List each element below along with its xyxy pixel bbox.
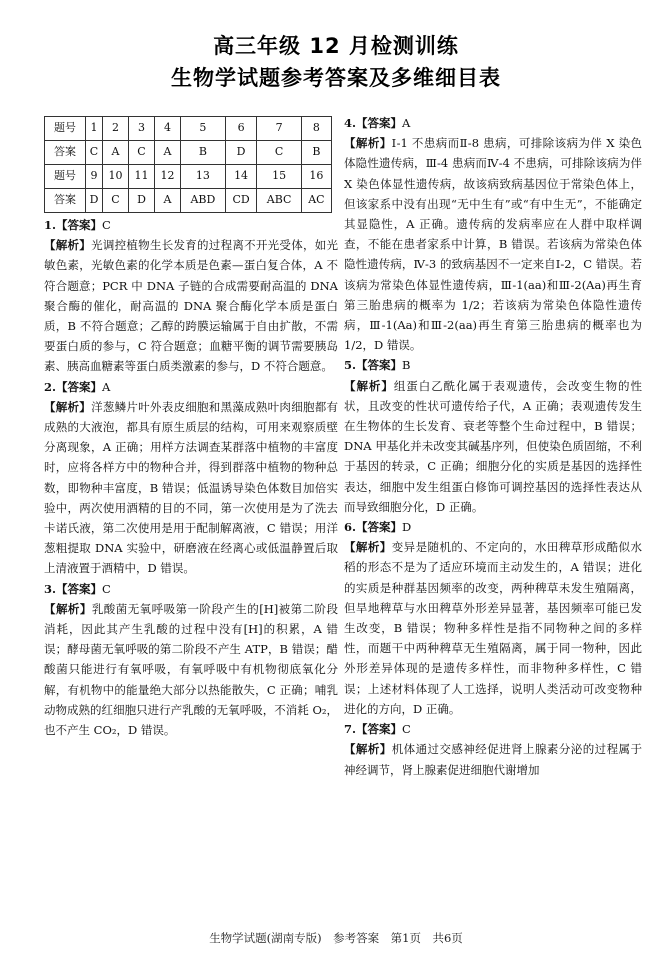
answer-line [44, 377, 338, 397]
question-number: 3. [44, 581, 57, 596]
answer-label: 【答案】 [356, 116, 403, 130]
answer-value: A [102, 379, 111, 394]
table-cell: 11 [129, 165, 155, 189]
table-cell: 16 [301, 165, 331, 189]
table-cell: 10 [103, 165, 129, 189]
table-cell: C [86, 141, 103, 165]
analysis-text: 光调控植物生长发育的过程离不开光受体，如光敏色素，光敏色素的化学本质是色素—蛋白复合体，A 不符合题意；PCR 中 DNA 子链的合成需要耐高温的 DNA 聚合酶的催化，耐高温的 DNA 聚合酶化学本质是蛋白质，B 不符合题意；乙醇的跨膜运输属于自由扩散，不需要蛋白质的参与，C 符合题意；血糖平衡的调节需要胰岛素、胰高血糖素等蛋白质类激素的参与，D 不符合题意。 [44, 238, 339, 374]
table-cell: 答案 [45, 141, 86, 165]
answer-label: 【答案】 [56, 581, 103, 596]
answer-label: 【答案】 [356, 520, 403, 535]
table-row [45, 117, 332, 141]
question-number: 5. [344, 358, 357, 373]
answer-line [344, 719, 642, 739]
table-cell: C [257, 141, 301, 165]
table-cell: ABD [180, 189, 225, 213]
answer-value: A [402, 116, 411, 130]
right-column [344, 113, 642, 780]
analysis-label: 【解析】 [44, 399, 92, 414]
table-cell: B [180, 141, 225, 165]
question-7 [344, 719, 642, 780]
analysis-paragraph [344, 133, 642, 355]
table-cell: B [301, 141, 331, 165]
analysis-paragraph [344, 376, 642, 517]
page-title: 高三年级 12 月检测训练 [213, 34, 459, 58]
answer-line [44, 215, 338, 235]
table-cell: 4 [154, 117, 180, 141]
table-row [45, 141, 332, 165]
answer-line [344, 517, 642, 537]
table-cell: A [103, 141, 129, 165]
table-cell: A [154, 189, 180, 213]
table-cell: D [225, 141, 257, 165]
table-cell: 14 [225, 165, 257, 189]
table-cell: D [129, 189, 155, 213]
answer-label: 【答案】 [356, 358, 403, 373]
left-column [44, 116, 338, 740]
question-number: 2. [44, 379, 57, 394]
question-5 [344, 355, 642, 517]
table-cell: 13 [180, 165, 225, 189]
analysis-label: 【解析】 [344, 540, 392, 555]
answer-table [44, 116, 332, 213]
analysis-text: 组蛋白乙酰化属于表观遗传，会改变生物的性状，且改变的性状可遗传给子代，A 正确；表观遗传发生在生物体的生长发育、衰老等整个生命过程中，B 错误；DNA 甲基化并未改变其碱基序列，但使染色质固缩，不利于基因的转录，C 正确；细胞分化的实质是基因的选择性表达，细胞中发生组蛋白修饰可调控基因的选择性表达从而导致细胞分化，D 正确。 [344, 378, 642, 514]
table-cell: 5 [180, 117, 225, 141]
analysis-text: 变异是随机的、不定向的，水田稗草形成酷似水稻的形态不是为了适应环境而主动发生的，A 错误；进化的实质是种群基因频率的改变，两种稗草未发生殖隔离，但旱地稗草与水田稗草外形差异显著，基因频率可能已发生改变，B 错误；物种多样性是指不同物种之间的多样性，而题干中两种稗草无生殖隔离，属于同一物种，因此外形差异体现的是遗传多样性，而非物种多样性，C 错误；上述材料体现了人工选择，说明人类活动可改变物种进化的方向，D 正确。 [344, 540, 642, 716]
table-cell: 15 [257, 165, 301, 189]
question-2 [44, 377, 338, 579]
answer-line [44, 579, 338, 599]
analysis-text: 机体通过交感神经促进肾上腺素分泌的过程属于神经调节，肾上腺素促进细胞代谢增加 [344, 742, 642, 777]
table-cell: AC [301, 189, 331, 213]
table-cell: C [103, 189, 129, 213]
table-cell: 题号 [45, 165, 86, 189]
table-cell: 9 [86, 165, 103, 189]
table-cell: A [154, 141, 180, 165]
analysis-paragraph [44, 599, 338, 740]
analysis-paragraph [44, 397, 338, 579]
question-1 [44, 215, 338, 377]
page-footer: 生物学试题(湖南专版) 参考答案 第1页 共6页 [209, 931, 463, 945]
analysis-label: 【解析】 [344, 136, 392, 151]
table-cell: 题号 [45, 117, 86, 141]
table-cell: 7 [257, 117, 301, 141]
analysis-text: 洋葱鳞片叶外表皮细胞和黑藻成熟叶肉细胞都有成熟的大液泡，都具有原生质层的结构，可用来观察质壁分离现象，A 正确；用样方法调查某群落中植物的丰富度时，应将各样方中的物种合并，得到群落中植物的物种总数，即物种丰富度，B 错误；低温诱导染色体数目加倍实验中，两次使用酒精的目的不同，第一次使用是为了洗去卡诺氏液，第二次使用是用于配制解离液，C 错误；用洋葱粗提取 DNA 实验中，研磨液在经离心或低温静置后取上清液置于酒精中，D 错误。 [44, 399, 339, 576]
table-cell: 12 [154, 165, 180, 189]
page-subtitle: 生物学试题参考答案及多维细目表 [171, 66, 501, 90]
question-6 [344, 517, 642, 719]
table-cell: 8 [301, 117, 331, 141]
answer-value: C [102, 218, 111, 232]
analysis-paragraph [44, 235, 338, 376]
question-number: 7. [344, 722, 357, 737]
table-row [45, 165, 332, 189]
answer-value: B [402, 358, 411, 373]
answer-label: 【答案】 [56, 218, 103, 232]
table-row [45, 189, 332, 213]
analysis-label: 【解析】 [344, 378, 394, 393]
table-cell: 1 [86, 117, 103, 141]
question-number: 4. [344, 116, 357, 130]
analysis-text: 乳酸菌无氧呼吸第一阶段产生的[H]被第二阶段消耗，因此其产生乳酸的过程中没有[H]的积累，A 错误；酵母菌无氧呼吸的第二阶段不产生 ATP，B 错误；醋酸菌只能进行有氧呼吸，有氧呼吸中有机物彻底氧化分解，有机物中的能量绝大部分以热能散失，C 正确；哺乳动物成熟的红细胞只进行产乳酸的无氧呼吸，不消耗 O₂，也不产生 CO₂，D 错误。 [44, 601, 339, 738]
question-number: 6. [344, 520, 357, 535]
table-cell: CD [225, 189, 257, 213]
answer-line [344, 113, 642, 133]
answer-value: C [402, 722, 411, 737]
answer-value: C [102, 581, 111, 596]
analysis-paragraph [344, 537, 642, 719]
table-cell: D [86, 189, 103, 213]
table-cell: 2 [103, 117, 129, 141]
analysis-paragraph [344, 739, 642, 779]
question-4 [344, 113, 642, 355]
analysis-label: 【解析】 [44, 238, 92, 253]
analysis-label: 【解析】 [344, 742, 392, 757]
question-3 [44, 579, 338, 741]
answer-label: 【答案】 [356, 722, 403, 737]
table-cell: 6 [225, 117, 257, 141]
table-cell: 3 [129, 117, 155, 141]
analysis-label: 【解析】 [44, 601, 92, 616]
answer-label: 【答案】 [56, 379, 103, 394]
answer-line [344, 355, 642, 375]
answer-value: D [402, 520, 412, 535]
table-cell: C [129, 141, 155, 165]
analysis-text: Ⅰ-1 不患病而Ⅱ-8 患病，可排除该病为伴 X 染色体隐性遗传病，Ⅲ-4 患病而Ⅳ-4 不患病，可排除该病为伴 X 染色体显性遗传病，故该病致病基因位于常染色体上，但该家系中没有出现“无中生有”或“有中生无”，不能确定其显隐性，A 正确。遗传病的发病率应在人群中取样调查，不能在患者家系中计算，B 错误。若该病为常染色体隐性遗传病，Ⅳ-3 的致病基因不一定来自Ⅰ-2，C 错误。若该病为常染色体显性遗传病，Ⅲ-1(aa)和Ⅲ-2(Aa)再生育第三胎患病的概率为 1/2；若该病为常染色体隐性遗传病，Ⅲ-1(Aa)和Ⅲ-2(aa)再生育第三胎患病的概率也为 1/2，D 错误。 [344, 136, 642, 353]
table-cell: ABC [257, 189, 301, 213]
table-cell: 答案 [45, 189, 86, 213]
question-number: 1. [44, 218, 57, 232]
